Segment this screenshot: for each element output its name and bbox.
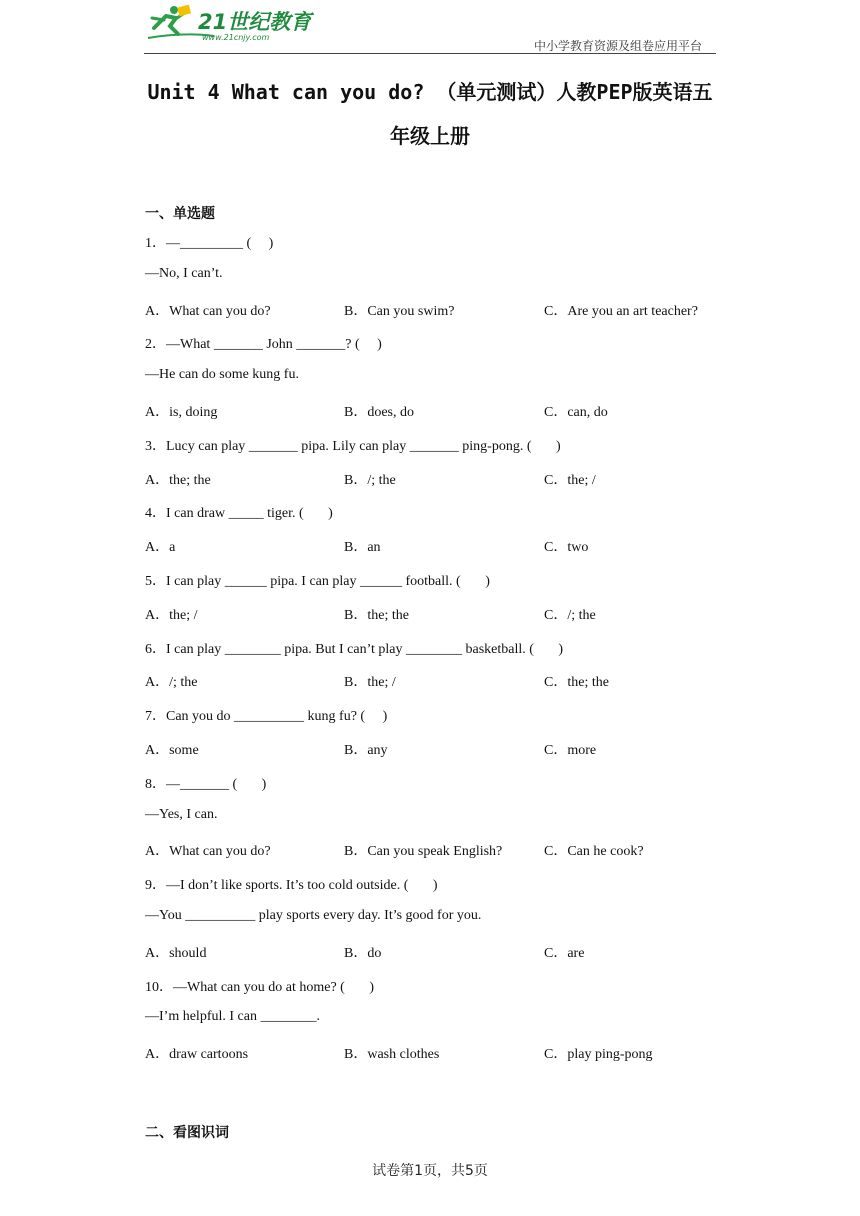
- answer-option: B．/; the: [344, 472, 396, 488]
- answer-option: C．Are you an art teacher?: [544, 303, 698, 319]
- answer-option: A．draw cartoons: [145, 1047, 249, 1063]
- answer-option: C．are: [544, 945, 585, 961]
- answer-option: B．an: [344, 540, 381, 556]
- answer-option: A．a: [145, 540, 176, 556]
- page-footer: 试卷第1页，共5页: [372, 1163, 488, 1179]
- answer-option: C．more: [544, 743, 597, 758]
- answer-option: C．the; /: [544, 472, 596, 488]
- answer-option: A．the; the: [145, 472, 211, 488]
- section-heading-single-choice: 一、单选题: [145, 206, 215, 222]
- question-stem: 10．—What can you do at home? ( ): [145, 979, 374, 995]
- page-header: [144, 0, 716, 56]
- answer-option: A．some: [145, 743, 199, 758]
- question-stem: 7．Can you do __________ kung fu? ( ): [145, 709, 388, 725]
- answer-option: B．the; the: [344, 607, 409, 623]
- answer-option: A．is, doing: [145, 405, 218, 420]
- platform-name: 中小学教育资源及组卷应用平台: [533, 39, 702, 53]
- svg-text:www.21cnjy.com: www.21cnjy.com: [202, 33, 270, 42]
- question-stem: 3．Lucy can play _______ pipa. Lily can play _______ ping-pong. ( ): [145, 438, 561, 454]
- answer-option: B．Can you speak English?: [344, 844, 503, 860]
- answer-option: C．two: [544, 540, 589, 556]
- question-dialogue-line: —You __________ play sports every day. It’s good for you.: [145, 908, 482, 923]
- question-stem: 6．I can play ________ pipa. But I can’t play ________ basketball. ( ): [145, 641, 564, 657]
- answer-option: A．the; /: [145, 607, 198, 623]
- answer-option: B．do: [344, 945, 382, 961]
- question-dialogue-line: —He can do some kung fu.: [145, 367, 299, 383]
- answer-option: A．/; the: [145, 675, 198, 691]
- question-dialogue-line: —Yes, I can.: [145, 806, 218, 822]
- 21cnjy-logo: [144, 2, 314, 42]
- answer-option: A．What can you do?: [145, 303, 271, 319]
- question-stem: 2．—What _______ John _______? ( ): [145, 337, 382, 353]
- header-divider: [144, 53, 716, 54]
- answer-option: B．any: [344, 743, 388, 758]
- question-stem: 8．—_______ ( ): [145, 776, 267, 792]
- answer-option: C．can, do: [544, 405, 608, 420]
- answer-option: A．What can you do?: [145, 844, 271, 860]
- answer-option: B．the; /: [344, 675, 396, 691]
- document-title-continued: 年级上册: [390, 124, 470, 148]
- answer-option: C．/; the: [544, 607, 596, 623]
- answer-option: B．does, do: [344, 405, 414, 420]
- answer-option: C．play ping-pong: [544, 1047, 653, 1063]
- document-title: Unit 4 What can you do? （单元测试）人教PEP版英语五: [147, 80, 713, 104]
- answer-option: C．the; the: [544, 675, 609, 691]
- svg-text:21世纪教育: 21世纪教育: [198, 10, 312, 34]
- section-heading-picture-words: 二、看图识词: [145, 1125, 229, 1141]
- question-stem: 9．—I don’t like sports. It’s too cold outside. ( ): [145, 878, 438, 894]
- question-stem: 4．I can draw _____ tiger. ( ): [145, 506, 333, 522]
- question-dialogue-line: —I’m helpful. I can ________.: [145, 1009, 320, 1025]
- answer-option: A．should: [145, 945, 207, 961]
- question-dialogue-line: —No, I can’t.: [145, 265, 223, 281]
- answer-option: C．Can he cook?: [544, 844, 644, 860]
- answer-option: B．Can you swim?: [344, 303, 455, 319]
- question-stem: 1．—_________ ( ): [145, 236, 274, 251]
- question-stem: 5．I can play ______ pipa. I can play ______ football. ( ): [145, 574, 490, 589]
- answer-option: B．wash clothes: [344, 1047, 440, 1063]
